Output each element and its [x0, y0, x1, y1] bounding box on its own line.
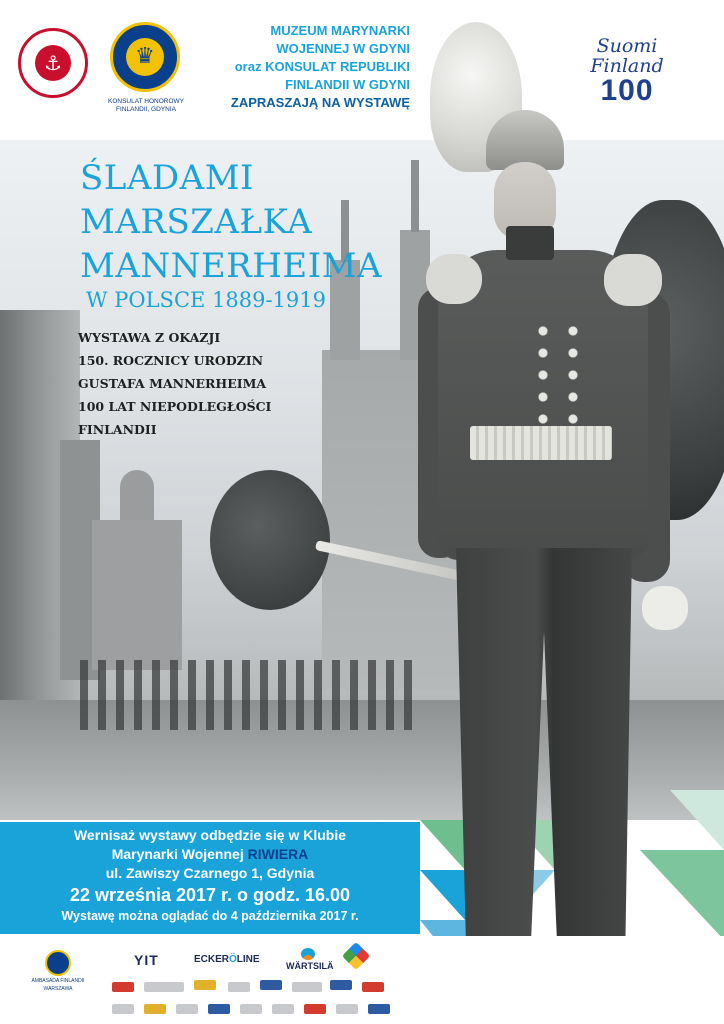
invite-line: FINLANDII W GDYNI: [285, 77, 410, 92]
eckero-line-logo: [194, 954, 260, 965]
partner-logo: [112, 982, 134, 992]
consulate-label-line: FINLANDII, GDYNIA: [116, 106, 176, 113]
consulate-label: [96, 98, 196, 114]
event-datetime: 22 września 2017 r. o godz. 16.00: [69, 885, 351, 905]
suomi-text: Suomi: [596, 35, 658, 57]
partner-logo: [292, 982, 322, 992]
occasion-line: FINLANDII: [78, 422, 157, 437]
exhibition-title: [80, 156, 382, 288]
tree: [210, 470, 330, 610]
epaulette: [426, 254, 482, 304]
formin-finland-logo: [110, 22, 180, 92]
partner-logo: [208, 1004, 230, 1014]
venue-address: ul. Zawiszy Czarnego 1, Gdynia: [105, 865, 315, 881]
invite-line: oraz KONSULAT REPUBLIKI: [234, 59, 410, 74]
partner-logo: [272, 1004, 294, 1014]
partner-logo: [260, 980, 282, 990]
wartsila-mark-icon: [301, 948, 315, 960]
church-far: [92, 520, 182, 670]
exhibition-end-date: Wystawę można oglądać do 4 października 2017 r.: [61, 909, 359, 923]
occasion-line: WYSTAWA Z OKAZJI: [78, 330, 221, 345]
sponsor-logos: [110, 940, 410, 1020]
tunic-buttons: [528, 320, 588, 430]
invitation-text: [200, 22, 410, 112]
eckero-line-text: LINE: [236, 954, 260, 965]
title-line: ŚLADAMI: [80, 158, 254, 198]
embassy-label: WARSZAWA: [43, 986, 73, 992]
info-text: Marynarki Wojennej: [111, 846, 248, 862]
partner-logo: [176, 1004, 198, 1014]
partner-logo: [304, 1004, 326, 1014]
epaulette: [604, 254, 662, 306]
partner-logo: [112, 1004, 134, 1014]
eckero-text: ECKER: [194, 954, 230, 965]
venue-name: RIWIERA: [247, 846, 309, 862]
exhibition-subtitle: W POLSCE 1889-1919: [86, 288, 326, 312]
finland-text: Finland: [590, 55, 664, 77]
yit-logo: YIT: [134, 952, 159, 968]
embassy-logo: [30, 950, 86, 992]
consulate-label-line: KONSULAT HONOROWY: [108, 98, 184, 105]
title-line: MANNERHEIMA: [80, 246, 383, 286]
partner-logos: [110, 978, 410, 1022]
belt: [470, 426, 612, 460]
embassy-seal-icon: [45, 950, 71, 976]
occasion-line: 150. ROCZNICY URODZIN: [78, 353, 264, 368]
invite-line: ZAPRASZAJĄ NA WYSTAWĘ: [230, 95, 410, 110]
partner-logo: [368, 1004, 390, 1014]
invite-line: WOJENNEJ W GDYNI: [276, 41, 410, 56]
wartsila-logo: [286, 948, 334, 971]
wartsila-text: WÄRTSILÄ: [286, 961, 334, 971]
partner-logo: [362, 982, 384, 992]
anchor-icon: ⚓: [35, 45, 71, 81]
centenary-number: 100: [600, 74, 654, 107]
museum-logo: [18, 28, 88, 98]
vernissage-info-box: [0, 822, 420, 934]
eckero-o: Ö: [229, 954, 237, 965]
partner-logo: [144, 982, 184, 992]
occasion-line: 100 LAT NIEPODLEGŁOŚCI: [78, 399, 272, 414]
partner-logo: [336, 1004, 358, 1014]
sponsors-footer: [0, 936, 724, 1024]
occasion-line: GUSTAFA MANNERHEIMA: [78, 376, 267, 391]
sponsor-star-icon: [342, 942, 370, 970]
partner-logo: [228, 982, 250, 992]
occasion-text: [78, 326, 271, 441]
partner-logo: [194, 980, 216, 990]
lion-crest-icon: ♛: [126, 38, 164, 76]
partner-logo: [240, 1004, 262, 1014]
partner-logo: [330, 980, 352, 990]
title-line: MARSZAŁKA: [80, 202, 313, 242]
partner-logo: [144, 1004, 166, 1014]
collar: [506, 226, 554, 260]
embassy-label: AMBASADA FINLANDII: [31, 978, 85, 984]
info-line: [0, 845, 420, 864]
info-line: Wernisaż wystawy odbędzie się w Klubie: [73, 827, 347, 843]
invite-line: MUZEUM MARYNARKI: [270, 23, 410, 38]
glove: [642, 586, 688, 630]
street-crowd: [80, 660, 420, 730]
